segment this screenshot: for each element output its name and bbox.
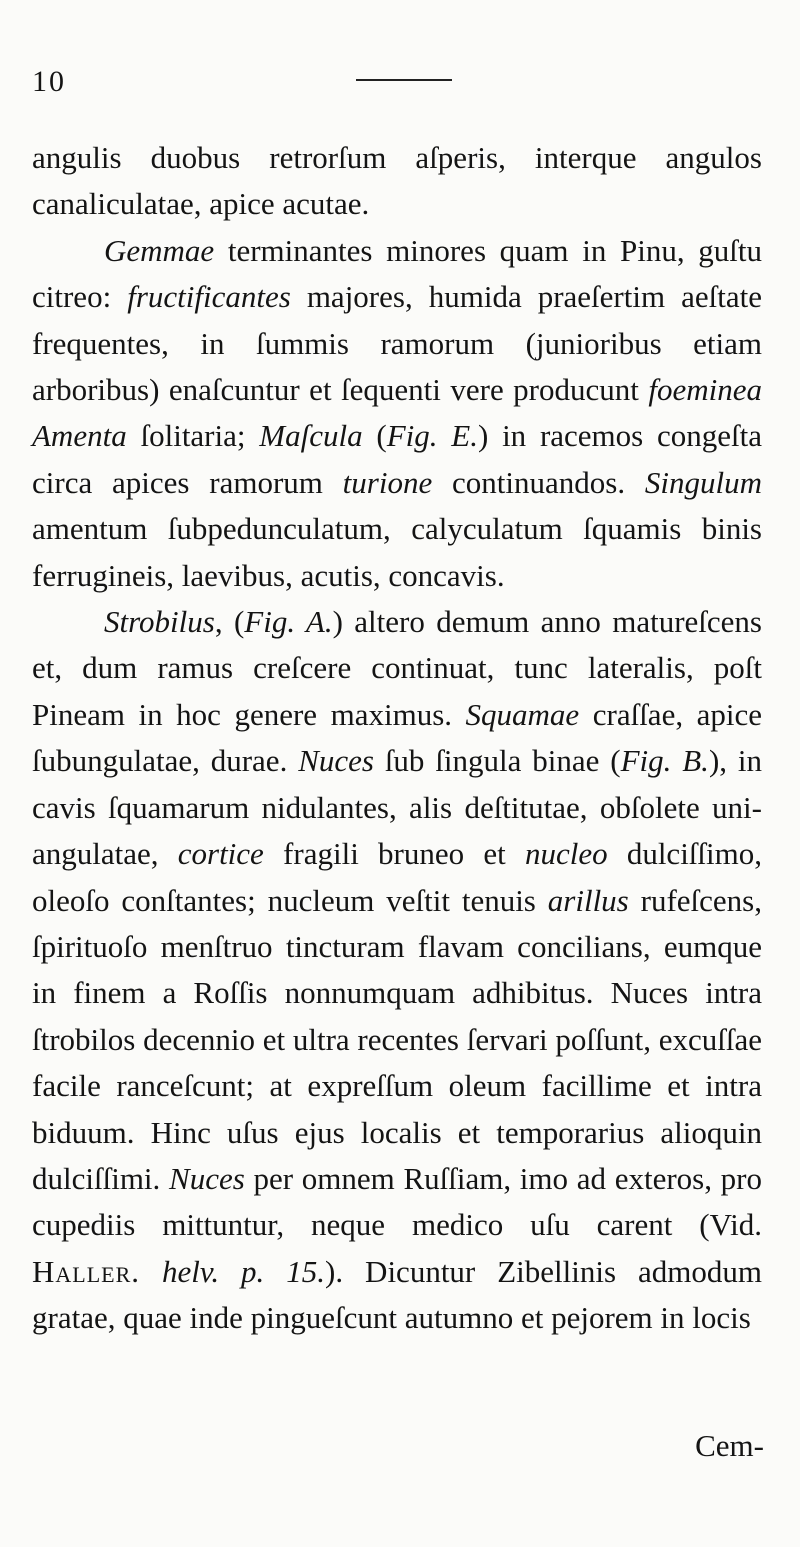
text-run <box>140 1254 162 1289</box>
text-run: angulis duobus retrorſum aſperis, interque angulos canaliculatae, apice acutae. <box>32 140 762 222</box>
text-run: ſub ſingula binae ( <box>373 743 621 779</box>
paragraph <box>32 135 762 228</box>
page-number: 10 <box>32 65 66 98</box>
text-run: terminantes minores quam in Pinu, guſtu citreo: <box>32 232 762 315</box>
italic-term: Maſcula <box>259 418 363 454</box>
text-run: rufeſcens, ſpirituoſo menſtruo tincturam flavam concilians, eumque in finem a Roſſis nonnumquam adhibitus. Nuces intra ſtrobilos decennio et ultra recentes ſervari poſſunt, excuſſae facile ranceſcunt; at expreſſum oleum facillime et intra biduum. Hinc uſus ejus localis et temporarius alioquin dulciſſimi. <box>32 882 762 1196</box>
italic-term: Nuces <box>169 1160 245 1196</box>
text-run: ( <box>362 418 387 454</box>
italic-term: arillus <box>547 882 629 918</box>
italic-term: helv. p. 15. <box>161 1253 326 1289</box>
italic-term: Fig. A. <box>244 604 333 640</box>
italic-term: Fig. B. <box>620 743 709 779</box>
author-name: Haller. <box>32 1253 141 1289</box>
body-text <box>32 135 762 1342</box>
italic-term: Squamae <box>465 696 580 732</box>
italic-term: fructificantes <box>127 279 291 315</box>
text-run: ). Dicuntur Zibellinis admodum gratae, quae inde pingueſcunt autumno et pejorem in locis <box>32 1253 762 1336</box>
paragraph <box>32 599 762 1342</box>
text-run: majores, humida praeſertim aeſtate frequentes, in ſummis ramorum (junioribus etiam arboribus) enaſcuntur et ſequenti vere producunt <box>32 279 762 408</box>
text-run: craſſae, apice ſubungulatae, durae. <box>32 696 762 779</box>
paragraph <box>32 228 762 599</box>
italic-term: cortice <box>177 836 264 872</box>
header-rule <box>356 79 452 81</box>
catchword: Cem- <box>695 1428 764 1463</box>
text-run: ) in racemos congeſta circa apices ramorum <box>32 418 763 500</box>
italic-term: Gemmae <box>104 232 215 268</box>
italic-term: Singulum <box>644 464 762 500</box>
text-run: , ( <box>214 604 245 640</box>
text-run: ), in cavis ſquamarum nidulantes, alis deſtitutae, obſolete uni-angulatae, <box>32 743 762 872</box>
italic-term: foeminea Amenta <box>32 372 762 454</box>
italic-term: Strobilus <box>104 604 215 640</box>
italic-term: nucleo <box>524 836 608 872</box>
text-run: ſolitaria; <box>126 418 260 454</box>
italic-term: Fig. E. <box>386 418 478 454</box>
page-header <box>32 62 762 102</box>
text-run: amentum ſubpedunculatum, calyculatum ſquamis binis ferrugineis, laevibus, acutis, concavis. <box>32 511 762 593</box>
text-run: fragili bruneo et <box>263 836 525 872</box>
text-run: ) altero demum anno matureſcens et, dum ramus creſcere continuat, tunc lateralis, poſt Pineam in hoc genere maximus. <box>32 604 762 732</box>
text-run: continuandos. <box>432 464 645 500</box>
text-run: dulciſſimo, oleoſo conſtantes; nucleum veſtit tenuis <box>32 836 763 918</box>
italic-term: turione <box>342 464 433 500</box>
italic-term: Nuces <box>298 743 374 779</box>
text-run: per omnem Ruſſiam, imo ad exteros, pro cupediis mittuntur, neque medico uſu carent (Vid. <box>32 1160 762 1243</box>
